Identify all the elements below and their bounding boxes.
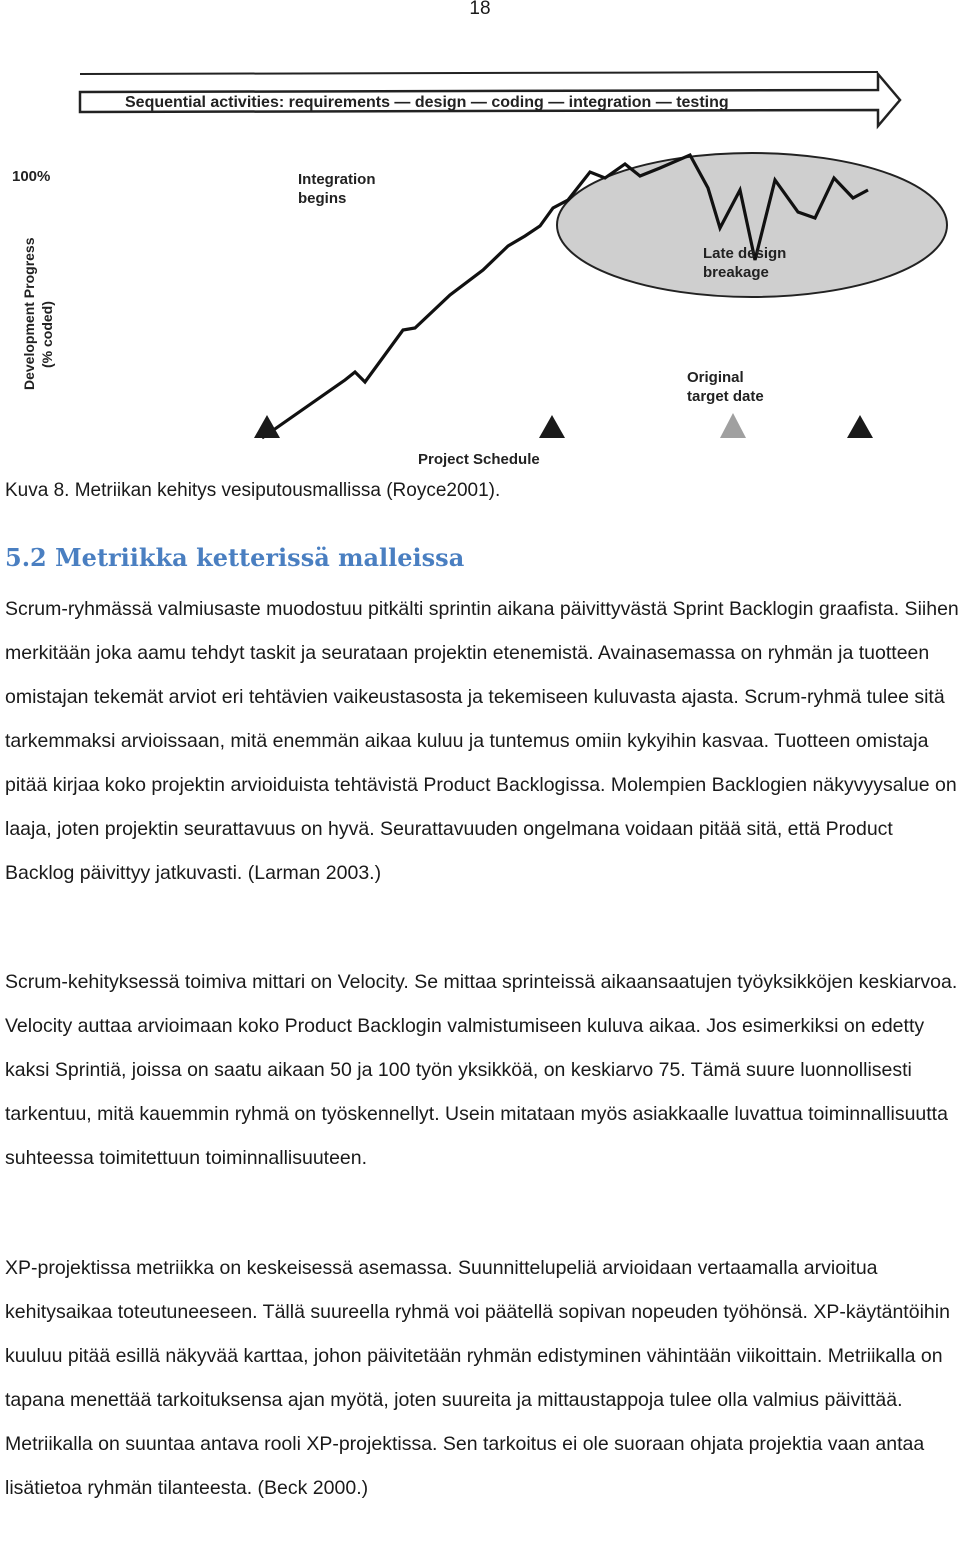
y-axis-label-line1: Development Progress	[21, 237, 37, 390]
page-number: 18	[469, 0, 491, 19]
milestone-triangle	[539, 415, 565, 438]
y-axis-title	[21, 237, 55, 390]
section-heading: 5.2 Metriikka ketterissä malleissa	[5, 543, 465, 572]
integration-label-line1: Integration	[298, 171, 376, 188]
integration-label-line2: begins	[298, 190, 347, 207]
waterfall-progress-figure	[0, 60, 960, 475]
figure-caption: Kuva 8. Metriikan kehitys vesiputousmallissa (Royce2001).	[5, 480, 501, 501]
sequential-activities-arrow	[80, 72, 900, 126]
breakage-label-line2: breakage	[703, 264, 769, 281]
paragraph-scrum-backlog: Scrum-ryhmässä valmiusaste muodostuu pitkälti sprintin aikana päivittyvästä Sprint Backlogin graafista. Siihen merkitään joka aamu tehdyt taskit ja seurataan projektin etenemistä. Avainasemassa on ryhmän ja tuotteen omistajan tekemät arviot eri tehtävien vaikeustasosta ja tekemiseen kuluvasta ajasta. Scrum-ryhmä tulee sitä tarkemmaksi arvioissaan, mitä enemmän aikaa kuluu ja tuntemus omiin kykyihin kasvaa. Tuotteen omistaja pitää kirjaa koko projektin arvioiduista tehtävistä Product Backlogissa. Molempien Backlogien näkyvyysalue on laaja, joten projektin seurattavuus on hyvä. Seurattavuuden ongelmana voidaan pitää sitä, että Product Backlog päivittyy jatkuvasti. (Larman 2003.)	[5, 598, 959, 884]
x-axis-label: Project Schedule	[418, 451, 540, 468]
banner-text: Sequential activities: requirements — design — coding — integration — testing	[125, 94, 729, 111]
breakage-label-line1: Late design	[703, 245, 787, 262]
integration-begins-annotation	[298, 171, 376, 207]
target-milestone-triangle	[720, 413, 746, 438]
paragraph-velocity: Scrum-kehityksessä toimiva mittari on Velocity. Se mittaa sprinteissä aikaansaatujen työyksikköjen keskiarvoa. Velocity auttaa arvioimaan koko Product Backlogin valmistumiseen kuluva aikaa. Jos esimerkiksi on edetty kaksi Sprintiä, joissa on saatu aikaan 50 ja 100 työn yksikköä, on keskiarvo 75. Tämä suure luonnollisesti tarkentuu, mitä kauemmin ryhmä on työskennellyt. Usein mitataan myös asiakkaalle luvattua toiminnallisuutta suhteessa toimitettuun toiminnallisuuteen.	[5, 971, 958, 1169]
figure-canvas	[0, 60, 960, 475]
target-label-line2: target date	[687, 388, 764, 405]
milestone-triangle	[847, 415, 873, 438]
y-top-label: 100%	[12, 168, 51, 185]
target-date-annotation	[687, 369, 764, 405]
paragraph-xp-metrics: XP-projektissa metriikka on keskeisessä asemassa. Suunnittelupeliä arvioidaan vertaamalla arvioitua kehitysaikaa toteutuneeseen. Tällä suureella ryhmä voi päätellä sopivan nopeuden työhönsä. XP-käytäntöihin kuuluu pitää esillä näkyvää karttaa, johon päivitetään ryhmän edistyminen vähintään viikoittain. Metriikalla on tapana menettää tarkoituksensa ajan myötä, joten suureita ja mittaustappoja tulee olla valmius päivittää. Metriikalla on suuntaa antava rooli XP-projektissa. Sen tarkoitus ei ole suoraan ohjata projektia vaan antaa lisätietoa ryhmän tilanteesta. (Beck 2000.)	[5, 1257, 950, 1499]
y-axis-label-line2: (% coded)	[39, 301, 55, 368]
target-label-line1: Original	[687, 369, 744, 386]
